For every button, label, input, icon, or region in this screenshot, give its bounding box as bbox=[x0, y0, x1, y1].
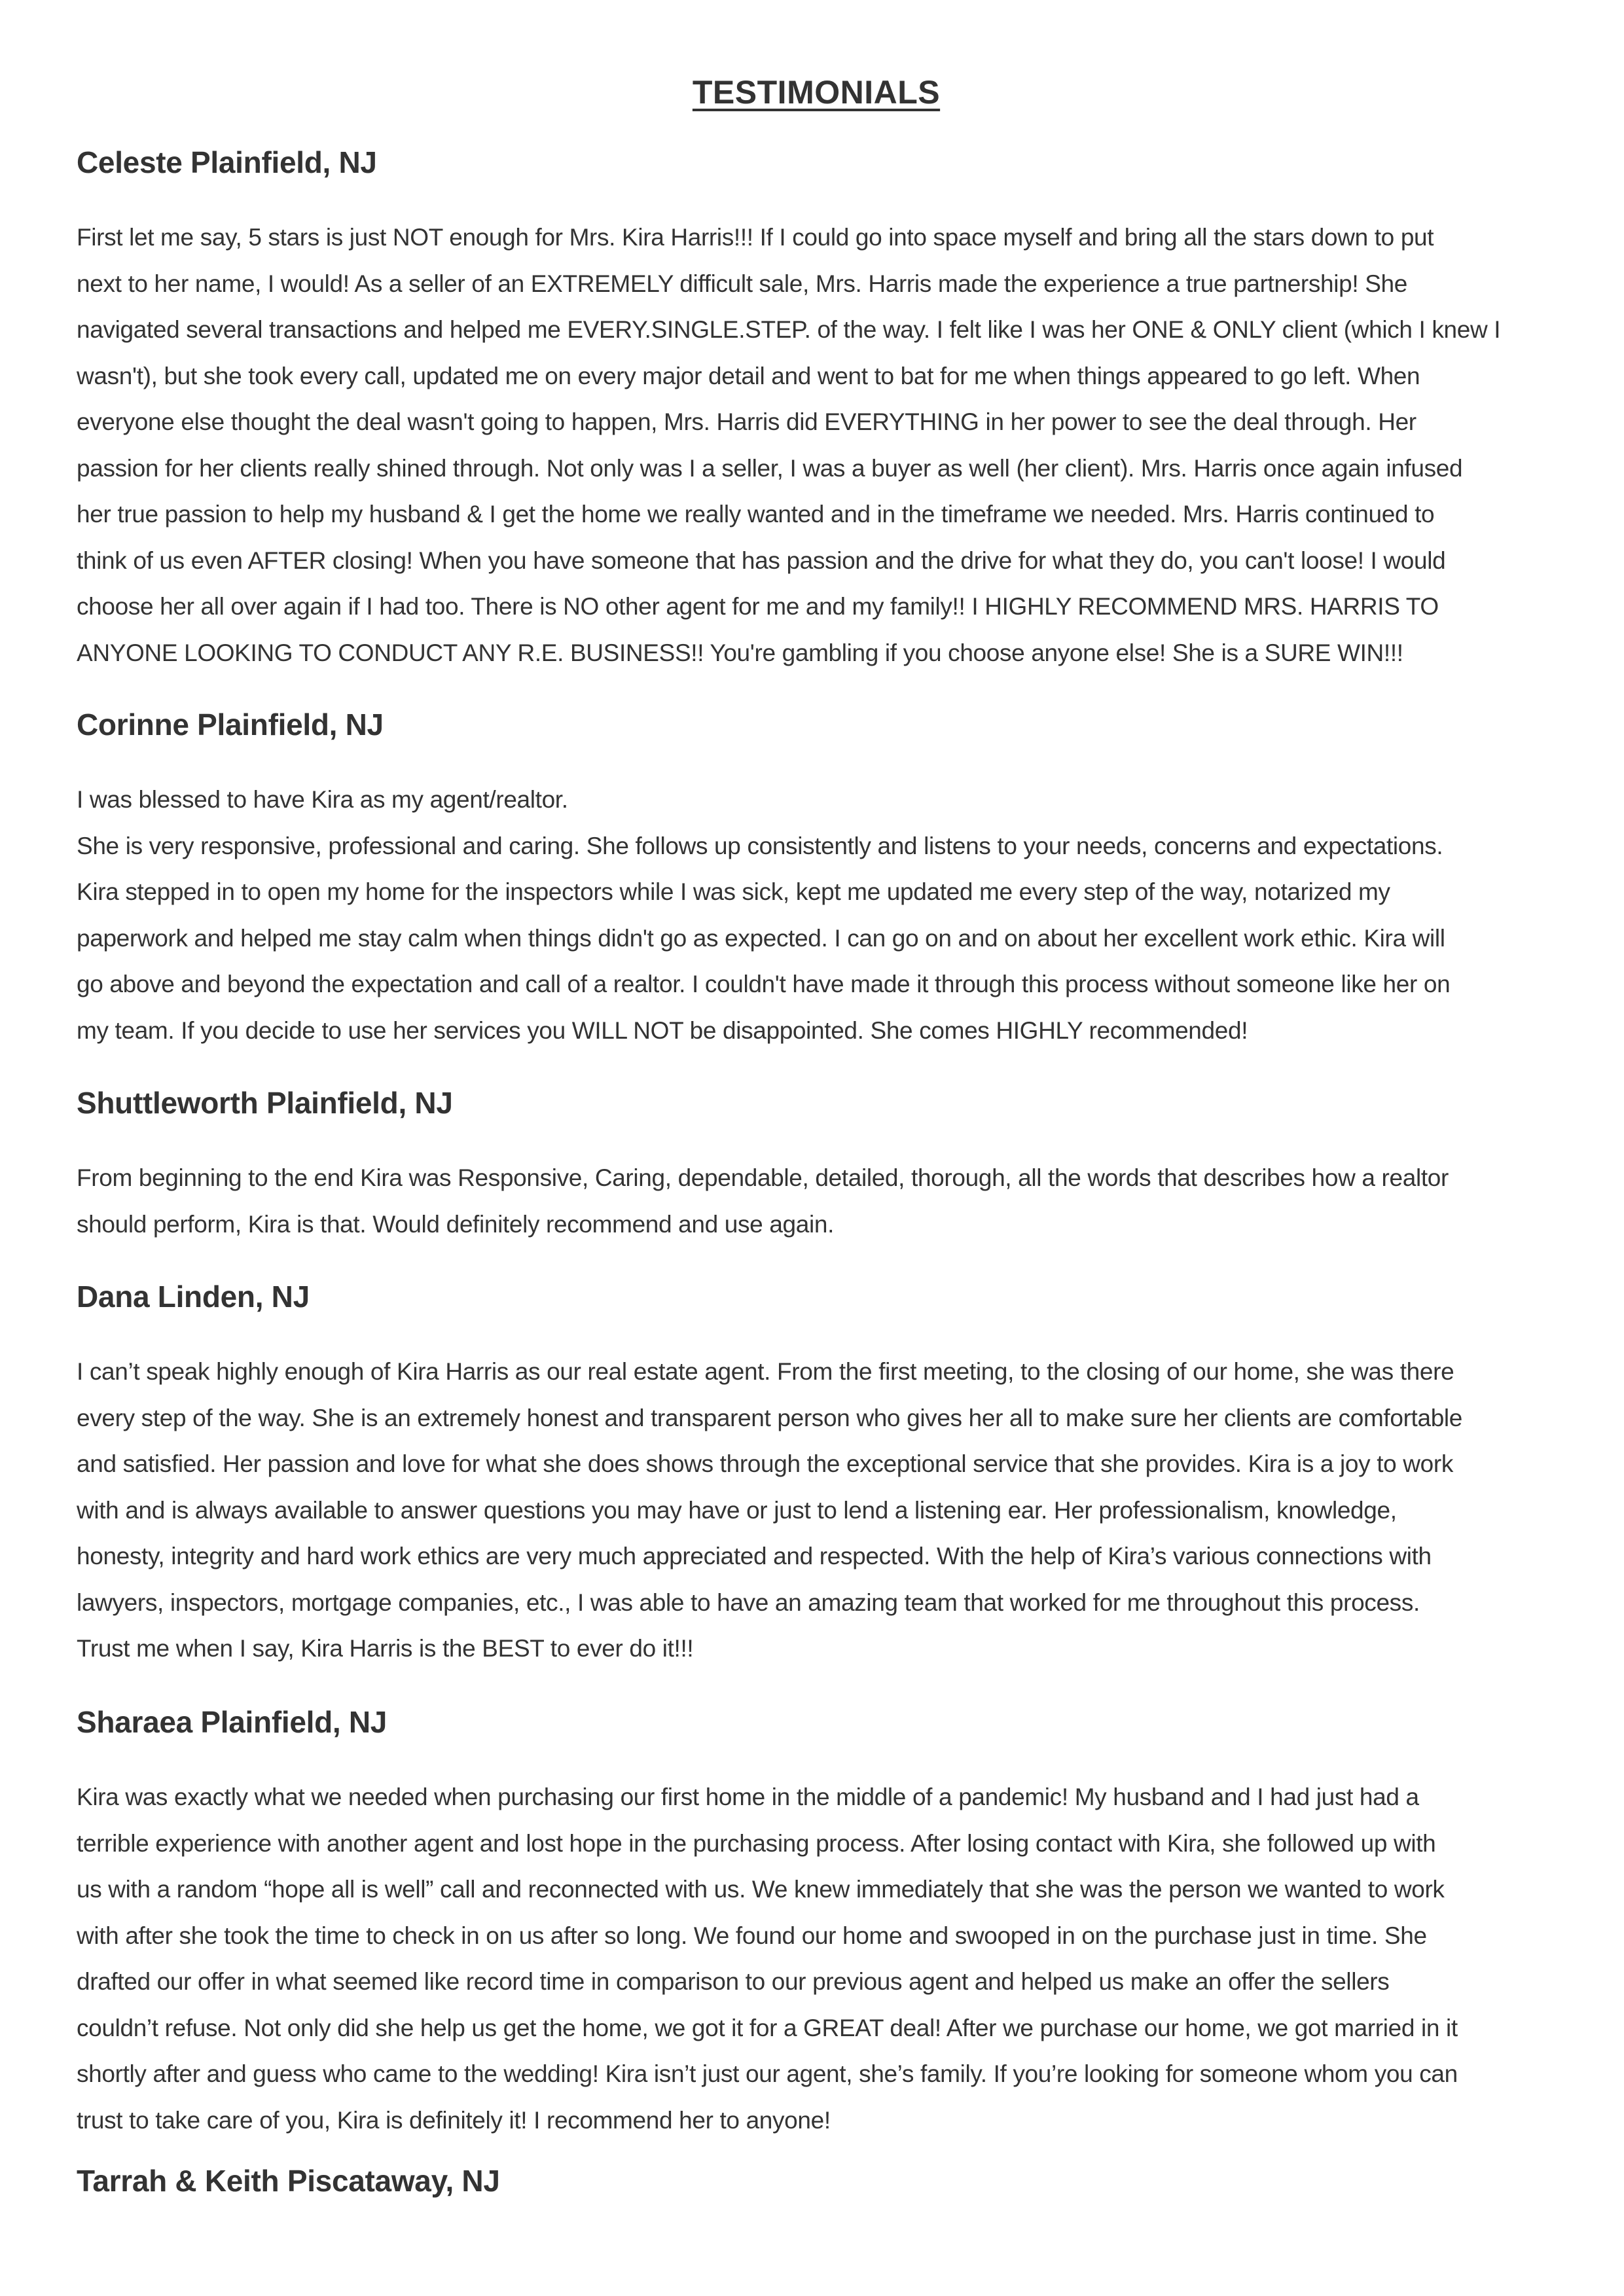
text-line: wasn't), but she took every call, updated me on every major detail and went to bat for me when things appeared to go left. When bbox=[77, 362, 1420, 389]
text-line: with after she took the time to check in on us after so long. We found our home and swooped in on the purchase just in time. She bbox=[77, 1922, 1427, 1949]
text-line: ANYONE LOOKING TO CONDUCT ANY R.E. BUSINESS!! You're gambling if you choose anyone else! She is a SURE WIN!!! bbox=[77, 639, 1403, 666]
text-line: navigated several transactions and helped me EVERY.SINGLE.STEP. of the way. I felt like I was her ONE & ONLY client (which I knew I bbox=[77, 316, 1501, 343]
text-line: drafted our offer in what seemed like record time in comparison to our previous agent and helped us make an offer the sellers bbox=[77, 1968, 1390, 1995]
testimonial-heading: Tarrah & Keith Piscataway, NJ bbox=[77, 2164, 500, 2198]
text-line: think of us even AFTER closing! When you have someone that has passion and the drive for what they do, you can't loose! I would bbox=[77, 547, 1446, 574]
testimonial-heading: Sharaea Plainfield, NJ bbox=[77, 1705, 388, 1739]
testimonial-heading: Celeste Plainfield, NJ bbox=[77, 145, 377, 179]
text-line: I was blessed to have Kira as my agent/realtor. bbox=[77, 786, 568, 813]
text-line: terrible experience with another agent and lost hope in the purchasing process. After losing contact with Kira, she followed up with bbox=[77, 1829, 1436, 1857]
text-line: She is very responsive, professional and caring. She follows up consistently and listens to your needs, concerns and expectations. bbox=[77, 832, 1443, 859]
text-line: my team. If you decide to use her services you WILL NOT be disappointed. She comes HIGHLY recommended! bbox=[77, 1016, 1248, 1044]
testimonial-heading: Dana Linden, NJ bbox=[77, 1280, 310, 1314]
document-title bbox=[77, 71, 1556, 114]
text-line: Kira was exactly what we needed when purchasing our first home in the middle of a pandemic! My husband and I had just had a bbox=[77, 1784, 1419, 1810]
document-title-text: TESTIMONIALS bbox=[692, 74, 941, 111]
text-line: couldn’t refuse. Not only did she help us get the home, we got it for a GREAT deal! After we purchase our home, we got married in it bbox=[77, 2014, 1458, 2041]
testimonial-body bbox=[77, 777, 1556, 1054]
testimonial-sharaea bbox=[77, 1702, 1556, 2144]
text-line: Kira stepped in to open my home for the inspectors while I was sick, kept me updated me every step of the way, notarized my bbox=[77, 878, 1390, 905]
text-line: choose her all over again if I had too. There is NO other agent for me and my family!! I HIGHLY RECOMMEND MRS. HARRIS TO bbox=[77, 593, 1439, 620]
testimonial-heading: Shuttleworth Plainfield, NJ bbox=[77, 1086, 453, 1120]
testimonial-tarrah-keith bbox=[77, 2161, 1556, 2200]
text-line: every step of the way. She is an extremely honest and transparent person who gives her all to make sure her clients are comfortable bbox=[77, 1404, 1463, 1431]
text-line: honesty, integrity and hard work ethics are very much appreciated and respected. With the help of Kira’s various connections with bbox=[77, 1543, 1432, 1570]
text-line: should perform, Kira is that. Would definitely recommend and use again. bbox=[77, 1210, 835, 1238]
text-line: I can’t speak highly enough of Kira Harris as our real estate agent. From the first meeting, to the closing of our home, she was there bbox=[77, 1358, 1454, 1385]
testimonial-body bbox=[77, 215, 1556, 676]
text-line: From beginning to the end Kira was Responsive, Caring, dependable, detailed, thorough, all the words that describes how a realtor bbox=[77, 1164, 1449, 1191]
testimonial-corinne bbox=[77, 705, 1556, 1054]
text-line: next to her name, I would! As a seller of an EXTREMELY difficult sale, Mrs. Harris made the experience a true partnership! She bbox=[77, 270, 1408, 297]
testimonial-dana bbox=[77, 1277, 1556, 1672]
text-line: her true passion to help my husband & I get the home we really wanted and in the timeframe we needed. Mrs. Harris continued to bbox=[77, 501, 1435, 528]
text-line: go above and beyond the expectation and call of a realtor. I couldn't have made it through this process without someone like her on bbox=[77, 971, 1451, 997]
text-line: paperwork and helped me stay calm when things didn't go as expected. I can go on and on about her excellent work ethic. Kira will bbox=[77, 924, 1445, 952]
text-line: us with a random “hope all is well” call and reconnected with us. We knew immediately that she was the person we wanted to work bbox=[77, 1876, 1445, 1903]
text-line: everyone else thought the deal wasn't going to happen, Mrs. Harris did EVERYTHING in her power to see the deal through. Her bbox=[77, 408, 1416, 435]
testimonial-shuttleworth bbox=[77, 1083, 1556, 1247]
text-line: Trust me when I say, Kira Harris is the BEST to ever do it!!! bbox=[77, 1635, 694, 1662]
testimonial-body bbox=[77, 1349, 1556, 1672]
testimonial-heading: Corinne Plainfield, NJ bbox=[77, 708, 384, 742]
text-line: First let me say, 5 stars is just NOT enough for Mrs. Kira Harris!!! If I could go into space myself and bring all the stars down to put bbox=[77, 224, 1434, 251]
text-line: and satisfied. Her passion and love for what she does shows through the exceptional service that she provides. Kira is a joy to work bbox=[77, 1450, 1454, 1477]
testimonial-body bbox=[77, 1774, 1556, 2144]
text-line: with and is always available to answer questions you may have or just to lend a listening ear. Her professionalism, knowledge, bbox=[77, 1496, 1397, 1524]
text-line: shortly after and guess who came to the wedding! Kira isn’t just our agent, she’s family. If you’re looking for someone whom you can bbox=[77, 2060, 1458, 2087]
testimonial-celeste bbox=[77, 143, 1556, 676]
text-line: trust to take care of you, Kira is definitely it! I recommend her to anyone! bbox=[77, 2106, 831, 2134]
text-line: lawyers, inspectors, mortgage companies, etc., I was able to have an amazing team that worked for me throughout this process. bbox=[77, 1588, 1420, 1616]
text-line: passion for her clients really shined through. Not only was I a seller, I was a buyer as well (her client). Mrs. Harris once again infused bbox=[77, 454, 1463, 482]
testimonial-body bbox=[77, 1155, 1556, 1247]
